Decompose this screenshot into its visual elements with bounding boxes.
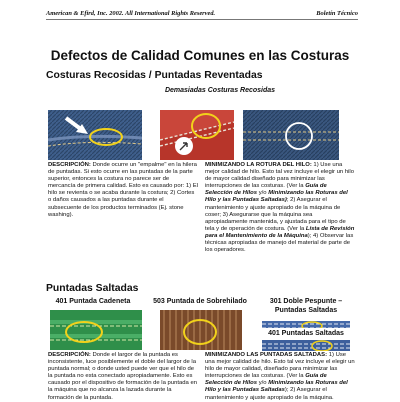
caption-301-doble-pespunte: 301 Doble Pespunte – Puntadas Saltadas bbox=[269, 298, 343, 314]
description-saltadas: DESCRIPCIÓN: Donde el largor de la puntada es inconsistente, luce posiblemente el doble del largor de la puntada normal; o donde usted puede ver que el hilo de la puntada no esta conectado apropiadamente. Esto es causado por el dispositivo de formación de la puntada en la máquina que no alcanza la lazada durante la formación de la puntada. bbox=[48, 352, 198, 401]
minimize-skipped-stitches: MINIMIZANDO LAS PUNTADAS SALTADAS: 1) Use una mejor calidad de hilo. Esto tal vez incluye el elegir un hilo de mayor calidad, diseñado para minimizar las interrupciones de las costuras. (Ver la Guía de Selección de Hilos y/o Minimizando las Roturas del Hilo y las Puntadas Saltadas); 2) Asegurar el mantenimiento y ajuste apropiado de la máquina. bbox=[205, 352, 355, 401]
caption-401-saltadas: 401 Puntadas Saltadas bbox=[268, 330, 344, 337]
caption-401-cadeneta: 401 Puntada Cadeneta bbox=[55, 298, 131, 305]
photo-green-chainstitch bbox=[50, 310, 142, 350]
header-rule bbox=[46, 19, 358, 20]
page-title: Defectos de Calidad Comunes en las Costuras bbox=[50, 48, 350, 63]
photo-brown-overedge bbox=[160, 310, 242, 350]
description-recosidas: DESCRIPCIÓN: Donde ocurre un "empalme" en la hilera de puntadas. Si esto ocurre en las puntadas de la parte superior, entonces la costura no parece ser de mercancía de primera calidad. Esto es causado por: 1) El hilo se revienta o se acaba durante la costura; 2) Cortes o daños causados a las puntadas durante el subsecuente de los productos terminados (Ej. stone washing). bbox=[48, 162, 198, 218]
photo-denim-seam bbox=[48, 110, 142, 160]
photo-red-seam bbox=[160, 110, 234, 160]
page-header bbox=[42, 4, 358, 18]
photo-blue-lockstitch bbox=[262, 318, 350, 328]
copyright-text: American & Efird, Inc. 2002. All International Rights Reserved. bbox=[46, 10, 216, 17]
caption-503-sobrehilado: 503 Puntada de Sobrehilado bbox=[153, 298, 247, 305]
bulletin-label: Boletín Técnico bbox=[316, 10, 358, 17]
minimize-thread-breakage: MINIMIZANDO LA ROTURA DEL HILO: 1) Use una mejor calidad de hilo. Esto tal vez incluye el elegir un hilo de mayor calidad diseñado para minimizar las interrupciones de las costuras. (Ver la Guía de Selección de Hilos y/o Minimizando las Roturas del Hilo y las Puntadas Saltadas); 2) Asegurar el mantenimiento y ajuste apropiado de la máquina de coser; 3) Asegurarse que la máquina sea apropiadamente mantenida, y ajustada para el tipo de tela y de operación de costura. (Ver la Lista de Revisión para el Mantenimiento de la Máquina); 4) Observar las técnicas apropiadas de manejo del material de parte de los operadores. bbox=[205, 162, 355, 254]
image-caption-recosidas: Demasiadas Costuras Recosidas bbox=[164, 87, 276, 94]
section-heading-saltadas: Puntadas Saltadas bbox=[46, 283, 139, 294]
section-heading-recosidas: Costuras Recosidas / Puntadas Reventadas bbox=[46, 70, 263, 81]
photo-blue-chainstitch bbox=[262, 339, 350, 351]
photo-denim-stitches bbox=[243, 110, 339, 160]
